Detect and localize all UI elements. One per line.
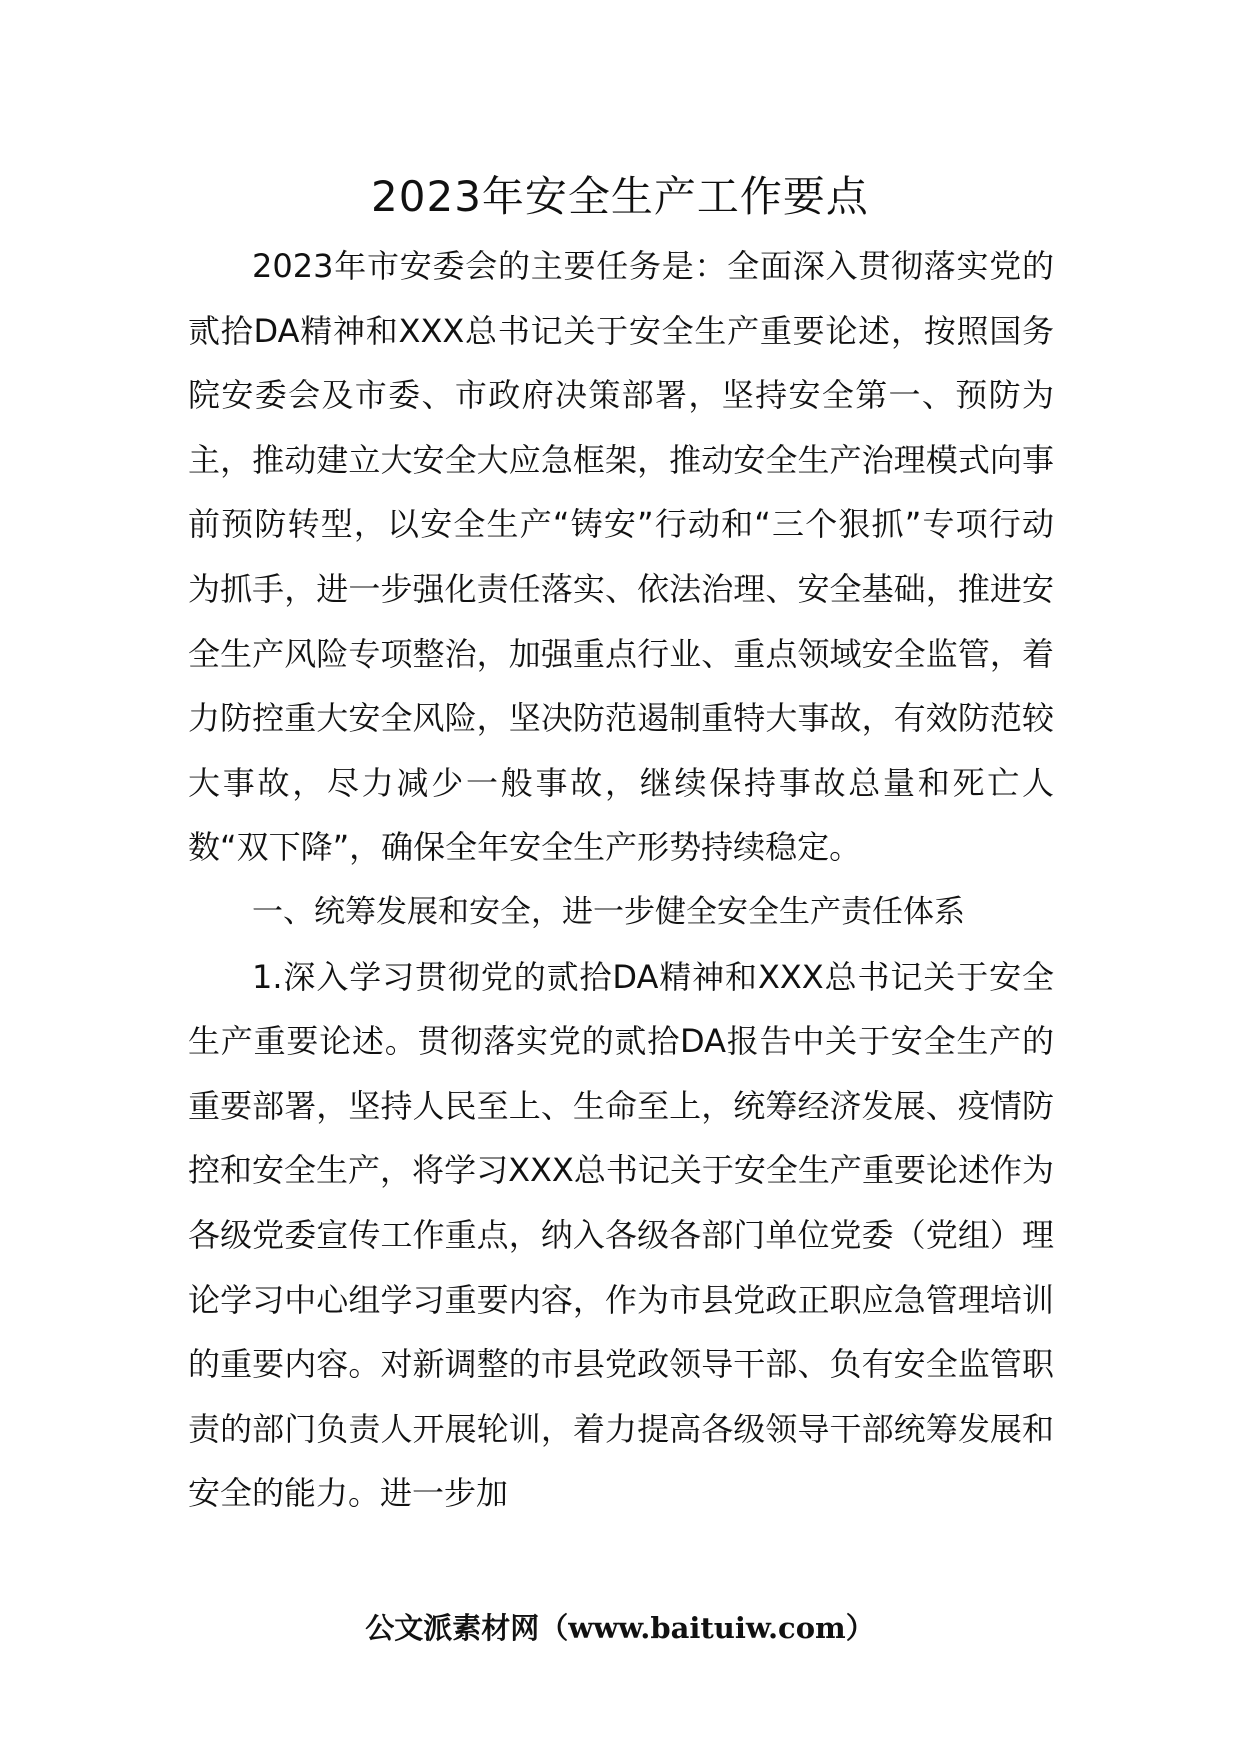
document-title: 2023年安全生产工作要点 — [371, 172, 869, 221]
section-heading-1: 一、统筹发展和安全，进一步健全安全生产责任体系 — [252, 893, 965, 930]
section-1-item-1: 1.深入学习贯彻党的贰拾DA精神和XXX总书记关于安全生产重要论述。贯彻落实党的贰拾DA报告中关于安全生产的重要部署，坚持人民至上、生命至上，统筹经济发展、疫情防控和安全生产，将学习XXX总书记关于安全生产重要论述作为各级党委宣传工作重点，纳入各级各部门单位党委（党组）理论学习中心组学习重要内容，作为市县党政正职应急管理培训的重要内容。对新调整的市县党政领导干部、负有安全监管职责的部门负责人开展轮训，着力提高各级领导干部统筹发展和安全的能力。进一步加 — [188, 957, 1054, 1513]
document-body — [188, 234, 1054, 1526]
intro-paragraph: 2023年市安委会的主要任务是：全面深入贯彻落实党的贰拾DA精神和XXX总书记关于安全生产重要论述，按照国务院安委会及市委、市政府决策部署，坚持安全第一、预防为主，推动建立大安全大应急框架，推动安全生产治理模式向事前预防转型，以安全生产“铸安”行动和“三个狠抓”专项行动为抓手，进一步强化责任落实、依法治理、安全基础，推进安全生产风险专项整治，加强重点行业、重点领域安全监管，着力防控重大安全风险，坚决防范遏制重特大事故，有效防范较大事故，尽力减少一般事故，继续保持事故总量和死亡人数“双下降”，确保全年安全生产形势持续稳定。 — [188, 247, 1054, 867]
watermark-footer: 公文派素材网（www.baituiw.com） — [365, 1611, 875, 1645]
